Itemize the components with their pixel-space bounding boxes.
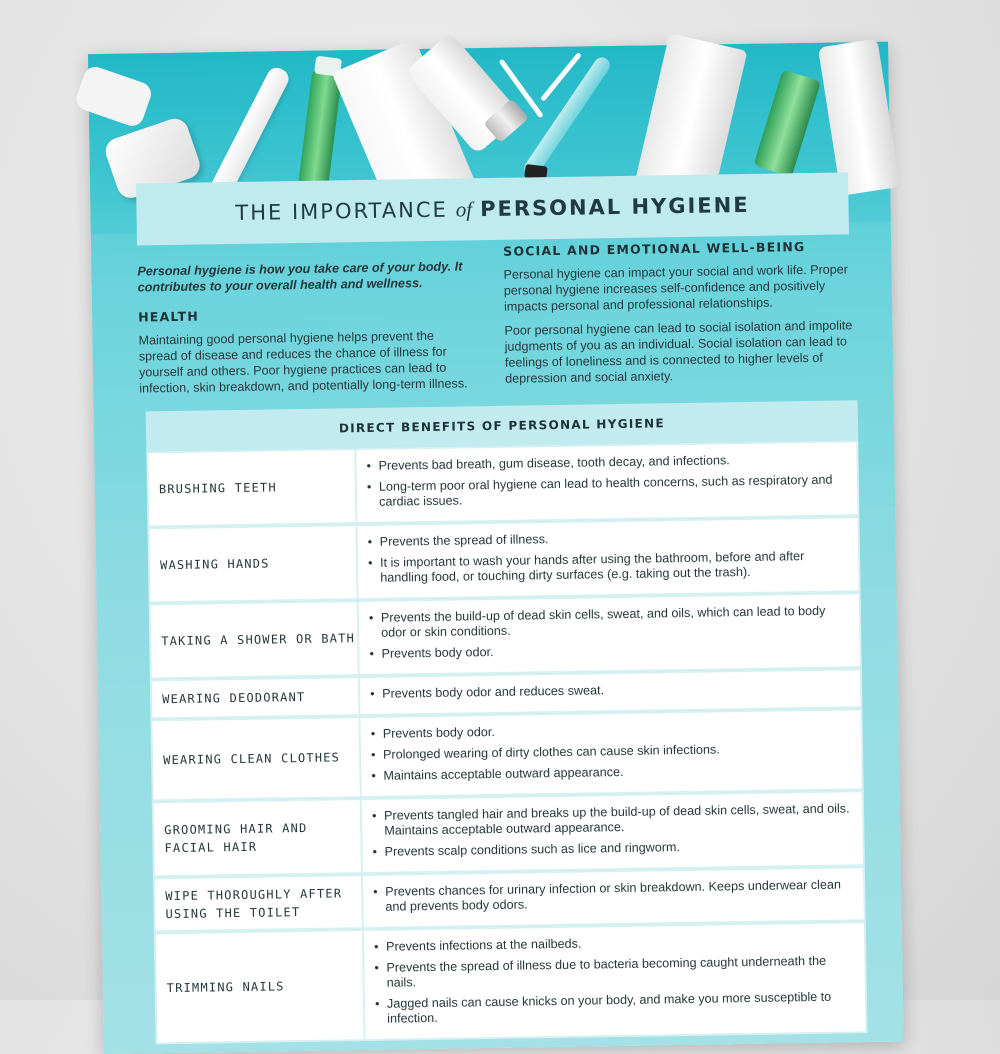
row-items bbox=[359, 594, 860, 674]
row-label: WASHING HANDS bbox=[150, 526, 357, 601]
row-items bbox=[361, 710, 862, 796]
list-item: • Prevents infections at the nailbeds. bbox=[374, 932, 854, 955]
row-label: TRIMMING NAILS bbox=[156, 931, 364, 1042]
table-body bbox=[146, 440, 867, 1044]
list-item: • Jagged nails can cause knicks on your body, and make you more susceptible to infection. bbox=[375, 989, 855, 1027]
page-title bbox=[136, 172, 849, 245]
list-item: • Prevents body odor. bbox=[371, 719, 851, 742]
row-label: TAKING A SHOWER OR BATH bbox=[151, 602, 358, 677]
row-items bbox=[363, 868, 864, 927]
list-item: • Prevents body odor and reduces sweat. bbox=[370, 679, 850, 702]
row-items bbox=[362, 792, 863, 872]
health-heading: HEALTH bbox=[138, 308, 200, 325]
intro-text: Personal hygiene is how you take care of your body. It contributes to your overall health and wellness. bbox=[137, 259, 463, 295]
list-item: • Prevents chances for urinary infection or skin breakdown. Keeps underwear clean and prevents body odors. bbox=[373, 877, 853, 915]
row-label: WIPE THOROUGHLY AFTER USING THE TOILET bbox=[155, 876, 362, 930]
social-heading: SOCIAL AND EMOTIONAL WELL-BEING bbox=[503, 239, 806, 259]
title-part-1: THE IMPORTANCE bbox=[235, 197, 448, 225]
row-items bbox=[356, 442, 857, 522]
list-item: • Prevents scalp conditions such as lice and ringworm. bbox=[373, 837, 853, 860]
list-item: • Prevents tangled hair and breaks up the build-up of dead skin cells, sweat, and oils. Maintains acceptable outward appearance. bbox=[372, 801, 852, 839]
table-row bbox=[146, 440, 859, 527]
row-items bbox=[357, 518, 858, 598]
table-row bbox=[152, 790, 865, 877]
toothpaste-tube-icon bbox=[753, 70, 821, 177]
list-item: • Prevents the spread of illness. bbox=[368, 527, 848, 550]
row-label: GROOMING HAIR AND FACIAL HAIR bbox=[154, 800, 361, 875]
table-row bbox=[151, 708, 864, 801]
list-item: • Prevents bad breath, gum disease, tooth decay, and infections. bbox=[366, 451, 846, 474]
table-heading: DIRECT BENEFITS OF PERSONAL HYGIENE bbox=[146, 400, 859, 451]
benefits-table bbox=[146, 400, 868, 1044]
row-label: BRUSHING TEETH bbox=[148, 450, 355, 525]
soap-bar-icon bbox=[73, 64, 154, 129]
list-item: • Prolonged wearing of dirty clothes can cause skin infections. bbox=[371, 740, 851, 763]
title-part-3: PERSONAL HYGIENE bbox=[479, 192, 750, 222]
row-items bbox=[360, 670, 861, 714]
list-item: • Prevents body odor. bbox=[369, 639, 849, 662]
list-item: • Prevents the build-up of dead skin cells, sweat, and oils, which can lead to body odor or skin conditions. bbox=[369, 603, 849, 641]
title-part-2: of bbox=[455, 196, 473, 222]
social-para-1: Personal hygiene can impact your social and work life. Proper personal hygiene increases self-confidence and positively impacts personal and professional relationships. bbox=[503, 262, 849, 314]
table-row bbox=[147, 516, 860, 603]
left-column bbox=[137, 258, 469, 404]
row-label: WEARING CLEAN CLOTHES bbox=[153, 718, 360, 799]
table-row bbox=[149, 592, 862, 679]
social-para-2: Poor personal hygiene can lead to social isolation and impolite judgments of you as an individual. Social isolation can lead to feelings of loneliness and is connected to higher levels of depression and social anxiety. bbox=[504, 318, 853, 386]
list-item: • Long-term poor oral hygiene can lead to health concerns, such as respiratory and cardiac issues. bbox=[367, 472, 847, 510]
toothbrush-icon bbox=[209, 64, 292, 199]
list-item: • Maintains acceptable outward appearance. bbox=[371, 761, 851, 784]
row-label: WEARING DEODORANT bbox=[152, 678, 359, 717]
handout-sheet bbox=[88, 42, 904, 1054]
list-item: • It is important to wash your hands after using the bathroom, before and after handling food, or touching dirty surfaces (e.g. taking out the trash). bbox=[368, 548, 848, 586]
table-row bbox=[154, 921, 868, 1044]
list-item: • Prevents the spread of illness due to bacteria becoming caught underneath the nails. bbox=[374, 953, 854, 991]
health-text: Maintaining good personal hygiene helps prevent the spread of disease and reduces the chance of illness for yourself and others. Poor hygiene practices can lead to infection, skin breakdown, and potentially long-term illness. bbox=[138, 328, 468, 396]
right-column bbox=[503, 238, 853, 394]
row-items bbox=[364, 923, 866, 1039]
